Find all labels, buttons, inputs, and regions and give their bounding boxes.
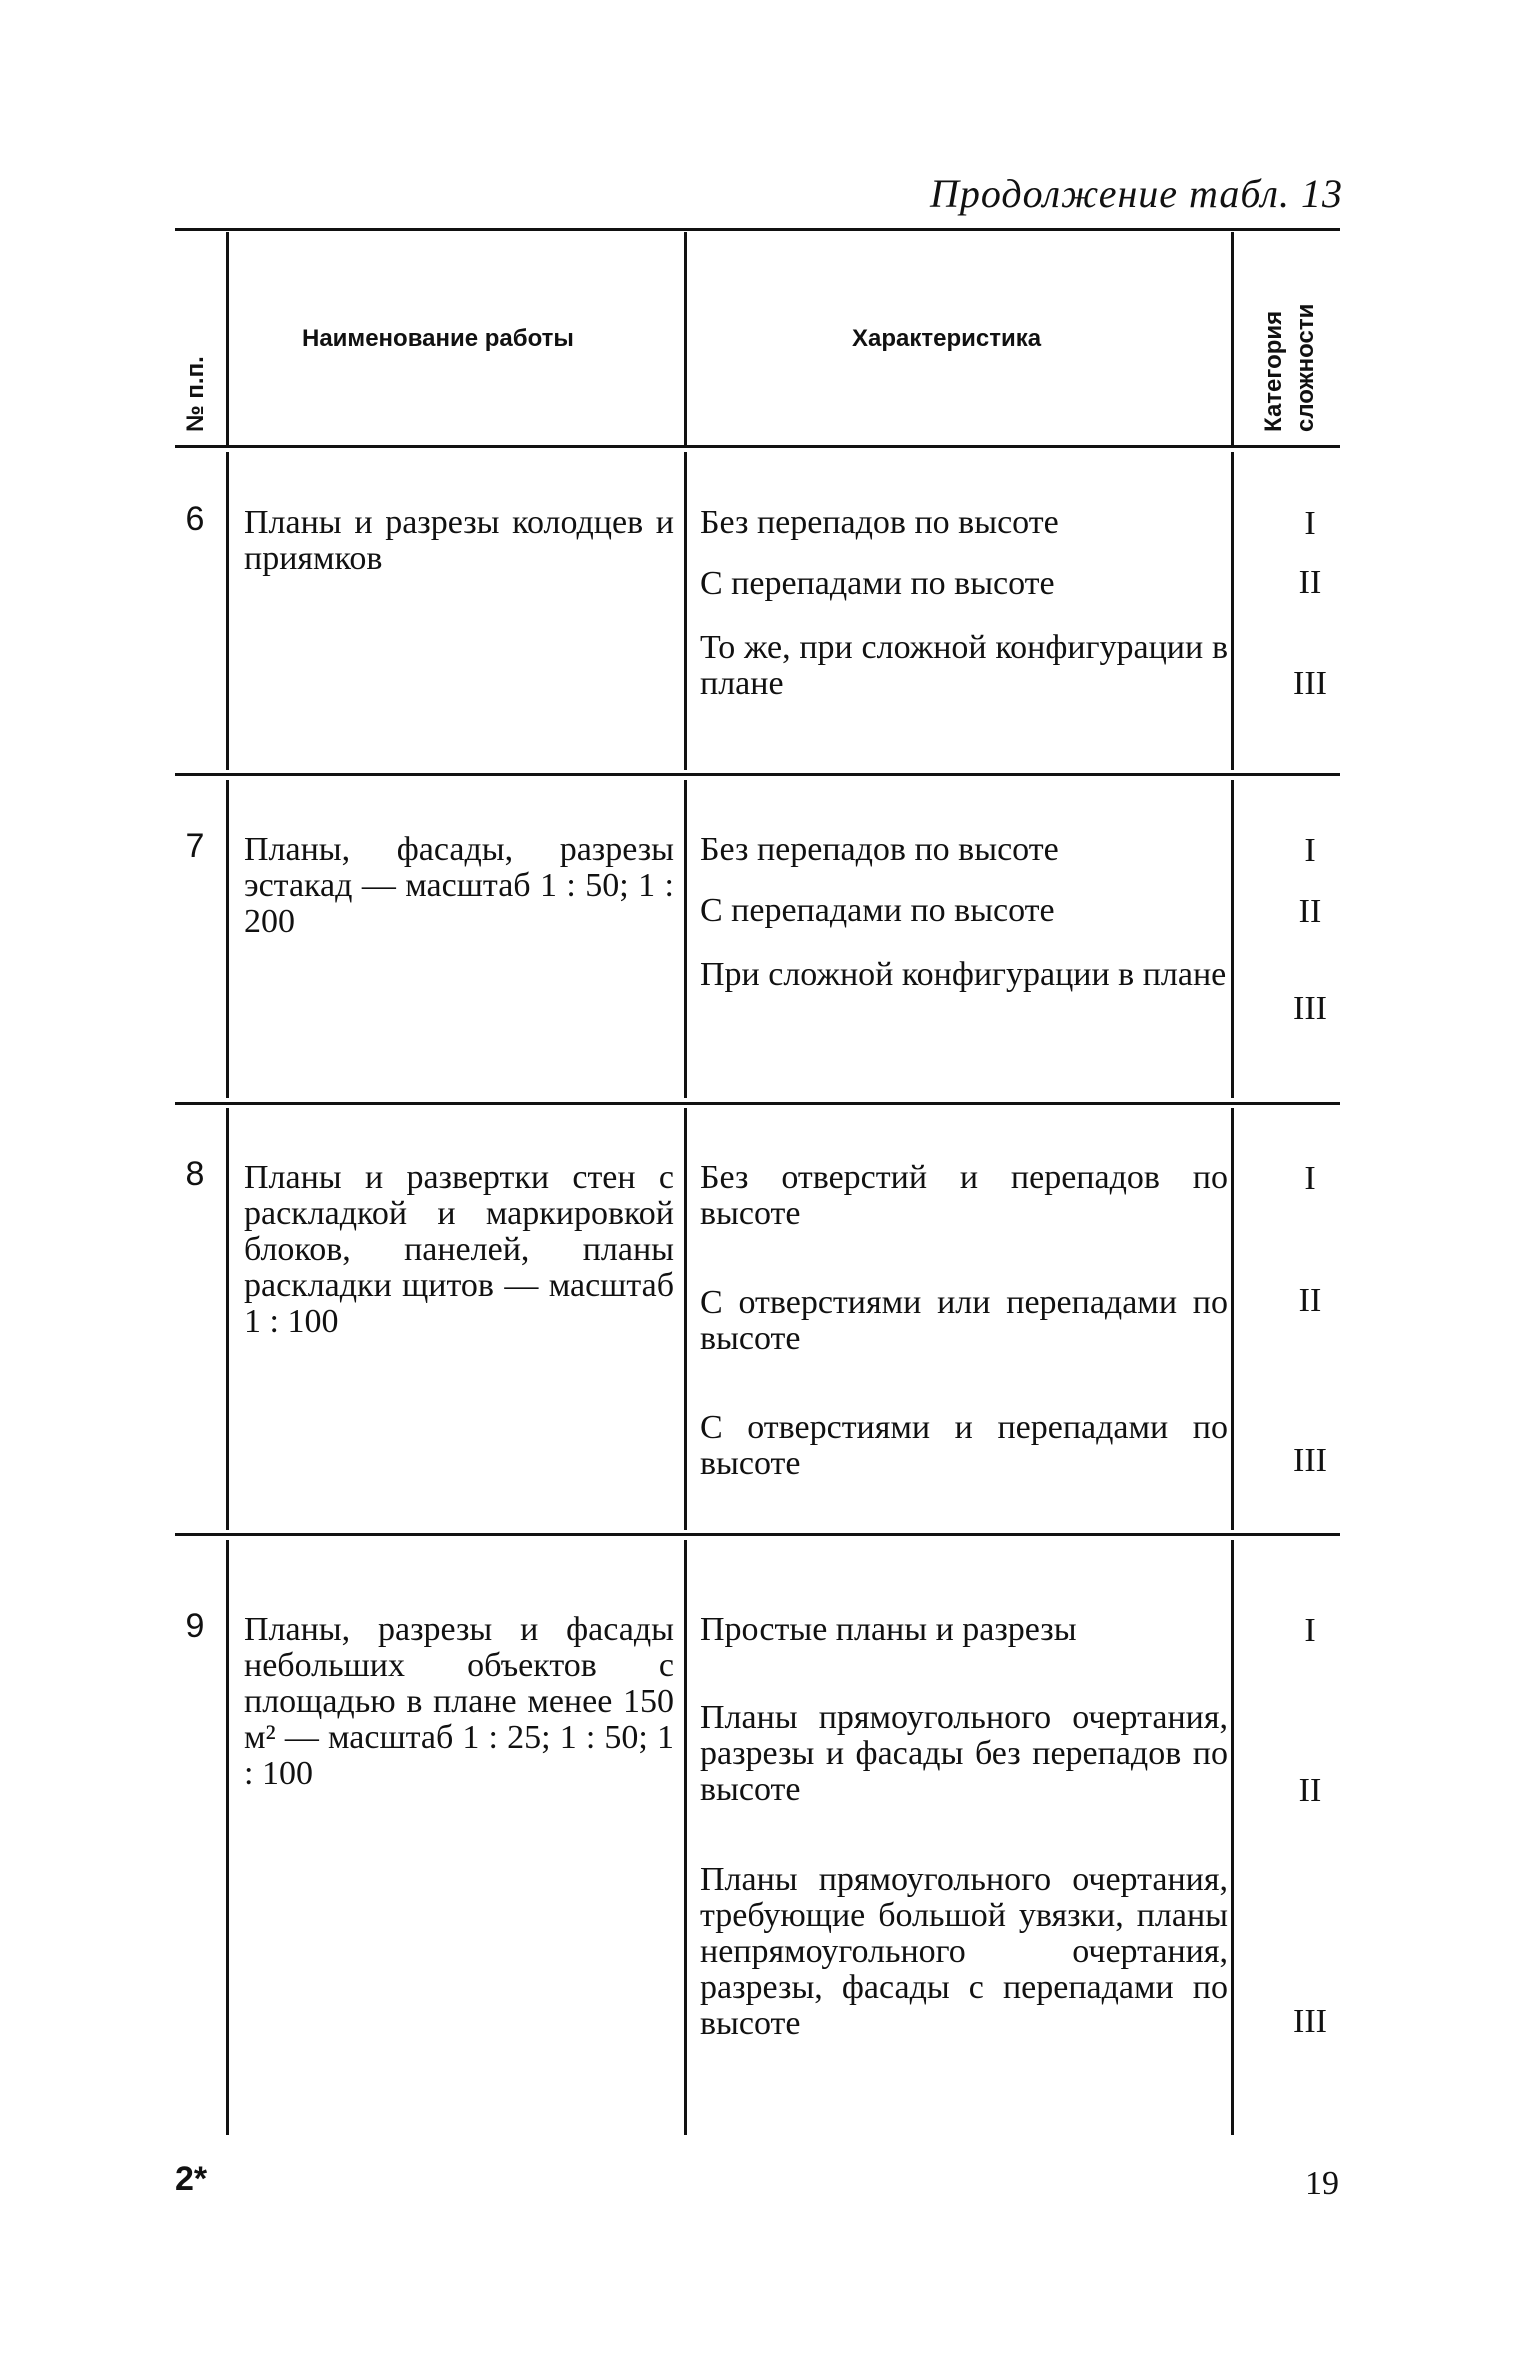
characteristic-item: С отверстиями или перепадами по высоте [700,1284,1228,1357]
characteristic-item: Без перепадов по высоте [700,504,1059,541]
work-name: Планы и развертки стен с раскладкой и маркировкой блоков, панелей, планы раскладки щитов — масштаб 1 : 100 [244,1159,674,1340]
characteristic-item: С перепадами по высоте [700,565,1055,602]
characteristic-item: Планы прямоугольного очертания, требующие большой увязки, планы непрямоугольного очертания, разрезы, фасады с перепадами по высоте [700,1861,1228,2042]
category-value: I [1304,1612,1316,1649]
work-name: Планы, разрезы и фасады небольших объектов с площадью в плане менее 150 м² — масштаб 1 : 25; 1 : 50; 1 : 100 [244,1611,674,1792]
column-rule [226,232,229,445]
column-rule [1231,780,1234,1098]
characteristic-item: Без перепадов по высоте [700,831,1059,868]
header-category [1258,304,1322,432]
row-number: 8 [185,1155,205,1193]
category-value: II [1298,1772,1322,1809]
row-divider [175,1533,1340,1536]
row-number: 6 [185,500,205,538]
column-rule [1231,1540,1234,2135]
category-value: II [1298,564,1322,601]
category-value: III [1293,2003,1327,2040]
table-top-rule [175,228,1340,231]
characteristic-item: С перепадами по высоте [700,892,1055,929]
characteristic-item: С отверстиями и перепадами по высоте [700,1409,1228,1482]
column-rule [226,780,229,1098]
signature-mark: 2* [175,2160,208,2198]
work-name: Планы и разрезы колодцев и приямков [244,504,674,577]
header-bottom-rule [175,445,1340,448]
header-category-line2: сложности [1292,303,1319,432]
row-divider [175,773,1340,776]
category-value: I [1304,1160,1316,1197]
column-rule [226,452,229,770]
characteristic-item: Без отверстий и перепадов по высоте [700,1159,1228,1232]
header-characteristic: Характеристика [852,325,1042,352]
column-rule [226,1540,229,2135]
column-rule [226,1108,229,1530]
column-rule [1231,452,1234,770]
header-number: № п.п. [182,356,209,432]
header-name: Наименование работы [302,325,574,352]
characteristic-item: При сложной конфигурации в плане [700,956,1227,993]
row-number: 9 [185,1607,205,1645]
column-rule [684,232,687,445]
page-number: 19 [1305,2165,1339,2202]
work-name: Планы, фасады, разрезы эстакад — масштаб 1 : 50; 1 : 200 [244,831,674,940]
column-rule [1231,1108,1234,1530]
column-rule [684,780,687,1098]
category-value: II [1298,1282,1322,1319]
category-value: III [1293,990,1327,1027]
row-number: 7 [185,827,205,865]
column-rule [684,1108,687,1530]
table-caption: Продолжение табл. 13 [929,171,1343,216]
column-rule [684,1540,687,2135]
characteristic-item: То же, при сложной конфигурации в плане [700,629,1228,702]
characteristic-item: Планы прямоугольного очертания, разрезы и фасады без перепадов по высоте [700,1699,1228,1808]
column-rule [1231,232,1234,445]
category-value: III [1293,1442,1327,1479]
column-rule [684,452,687,770]
category-value: II [1298,893,1322,930]
category-value: I [1304,505,1316,542]
category-value: III [1293,665,1327,702]
characteristic-item: Простые планы и разрезы [700,1611,1077,1648]
category-value: I [1304,832,1316,869]
header-category-line1: Категория [1260,310,1287,432]
row-divider [175,1102,1340,1105]
